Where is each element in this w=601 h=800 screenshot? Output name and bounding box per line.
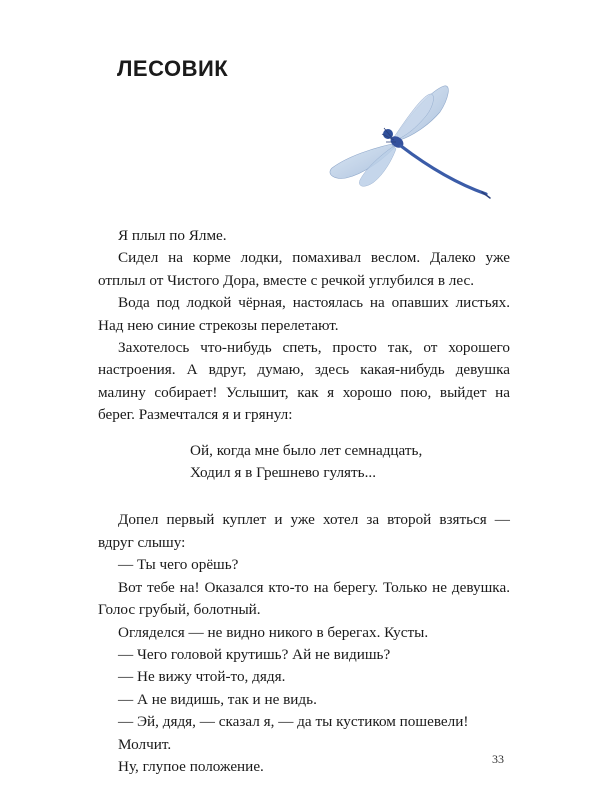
paragraph: — Эй, дядя, — сказал я, — да ты кустиком пошевели! [118, 713, 469, 731]
paragraph: Вода под лодкой чёрная, настоялась на опавших листьях. Над нею синие стрекозы перелетают. [98, 294, 510, 334]
page-number: 33 [492, 752, 504, 766]
paragraph: — А не видишь, так и не видь. [118, 690, 317, 708]
paragraph: — Чего головой крутишь? Ай не видишь? [118, 645, 391, 663]
song-verse [190, 440, 510, 485]
paragraph: — Не вижу чтой-то, дядя. [118, 668, 286, 686]
verse-line: Ой, когда мне было лет семнадцать, [190, 441, 423, 459]
paragraph: Ну, глупое положение. [118, 757, 264, 775]
paragraph: Захотелось что-нибудь спеть, просто так, от хорошего настроения. А вдруг, думаю, здесь какая-нибудь девушка малину собирает! Услышит, как я хорошо пою, выйдет на берег. Размечтался я и грянул: [98, 339, 510, 424]
chapter-title: ЛЕСОВИК [117, 56, 229, 81]
story-text [98, 225, 510, 778]
paragraph: Допел первый куплет и уже хотел за второй взяться — вдруг слышу: [98, 511, 510, 551]
paragraph: Сидел на корме лодки, помахивал веслом. Далеко уже отплыл от Чистого Дора, вместе с речкой углубился в лес. [98, 249, 510, 289]
verse-line: Ходил я в Грешнево гулять... [190, 464, 376, 482]
paragraph: Огляделся — не видно никого в берегах. Кусты. [118, 623, 429, 641]
paragraph: Вот тебе на! Оказался кто-то на берегу. Только не девушка. Голос грубый, болотный. [98, 578, 510, 619]
story-continuation [98, 509, 510, 778]
dragonfly-illustration [322, 82, 494, 210]
paragraph: — Ты чего орёшь? [118, 556, 239, 574]
paragraph: Молчит. [118, 735, 172, 753]
paragraph: Я плыл по Ялме. [118, 227, 227, 244]
